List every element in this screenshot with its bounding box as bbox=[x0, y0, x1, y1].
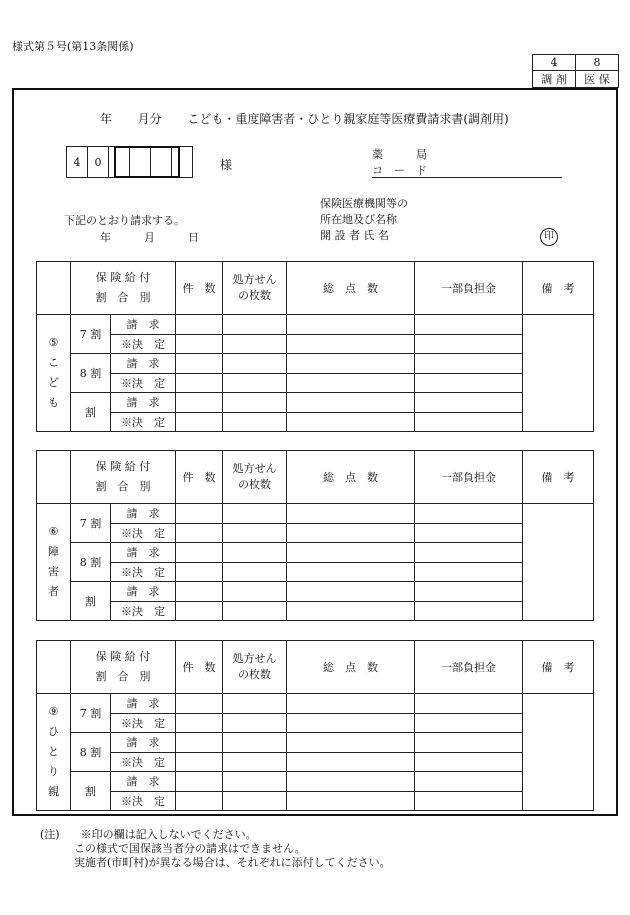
col-remarks-header: 備 考 bbox=[523, 262, 594, 315]
form-label: 様式第５号(第13条関係) bbox=[12, 40, 134, 53]
corner-cell: 医 保 bbox=[576, 71, 619, 88]
row-type-label: 請 求 bbox=[111, 393, 176, 413]
prescription-cell[interactable] bbox=[223, 504, 287, 524]
institution-line: 保険医療機関等の bbox=[320, 197, 408, 210]
row-type-label: 請 求 bbox=[111, 582, 176, 602]
corner-code-table bbox=[532, 54, 619, 88]
request-date bbox=[100, 229, 199, 245]
copay-cell[interactable] bbox=[415, 373, 523, 393]
col-count-header: 件 数 bbox=[176, 451, 223, 504]
notes bbox=[40, 828, 391, 870]
rate-label: 割 bbox=[71, 393, 111, 432]
copay-cell[interactable] bbox=[415, 504, 523, 524]
pharmacy-label: 薬 局 bbox=[372, 148, 427, 161]
col-rate-header: 保 険 給 付 割 合 別 bbox=[71, 451, 176, 504]
section-label: ⑤ こ ど も bbox=[37, 315, 71, 432]
copay-cell[interactable] bbox=[415, 523, 523, 543]
points-cell[interactable] bbox=[287, 791, 415, 811]
copay-cell[interactable] bbox=[415, 713, 523, 733]
col-points-header: 総 点 数 bbox=[287, 262, 415, 315]
row-type-label: ※決 定 bbox=[111, 373, 176, 393]
row-type-label: 請 求 bbox=[111, 504, 176, 524]
count-cell[interactable] bbox=[176, 772, 223, 792]
row-type-label: ※決 定 bbox=[111, 713, 176, 733]
prescription-cell[interactable] bbox=[223, 713, 287, 733]
section-label: ⑥ 障 害 者 bbox=[37, 504, 71, 621]
points-cell[interactable] bbox=[287, 752, 415, 772]
count-cell[interactable] bbox=[176, 354, 223, 374]
remarks-cell[interactable] bbox=[523, 315, 594, 432]
prescription-cell[interactable] bbox=[223, 315, 287, 335]
copay-cell[interactable] bbox=[415, 791, 523, 811]
count-cell[interactable] bbox=[176, 601, 223, 621]
rate-label: 8 割 bbox=[71, 354, 111, 393]
col-copay-header: 一部負担金 bbox=[415, 451, 523, 504]
points-cell[interactable] bbox=[287, 562, 415, 582]
row-type-label: ※決 定 bbox=[111, 791, 176, 811]
row-type-label: ※決 定 bbox=[111, 412, 176, 432]
points-cell[interactable] bbox=[287, 523, 415, 543]
count-cell[interactable] bbox=[176, 504, 223, 524]
copay-cell[interactable] bbox=[415, 772, 523, 792]
prescription-cell[interactable] bbox=[223, 543, 287, 563]
count-cell[interactable] bbox=[176, 412, 223, 432]
row-type-label: 請 求 bbox=[111, 772, 176, 792]
note-line: 実施者(市町村)が異なる場合は、それぞれに添付してください。 bbox=[74, 856, 391, 869]
points-cell[interactable] bbox=[287, 733, 415, 753]
prescription-cell[interactable] bbox=[223, 601, 287, 621]
section-table bbox=[36, 261, 594, 432]
pharmacy-code-label: コ ー ド bbox=[372, 164, 427, 177]
prescription-cell[interactable] bbox=[223, 562, 287, 582]
page-title bbox=[100, 110, 509, 127]
points-cell[interactable] bbox=[287, 694, 415, 714]
title-year: 年 bbox=[100, 112, 113, 126]
copay-cell[interactable] bbox=[415, 412, 523, 432]
row-type-label: ※決 定 bbox=[111, 752, 176, 772]
code-cell[interactable]: 4 bbox=[67, 147, 88, 178]
count-cell[interactable] bbox=[176, 562, 223, 582]
col-remarks-header: 備 考 bbox=[523, 451, 594, 504]
prescription-cell[interactable] bbox=[223, 733, 287, 753]
copay-cell[interactable] bbox=[415, 752, 523, 772]
copay-cell[interactable] bbox=[415, 582, 523, 602]
count-cell[interactable] bbox=[176, 752, 223, 772]
section-table bbox=[36, 450, 594, 621]
copay-cell[interactable] bbox=[415, 315, 523, 335]
copay-cell[interactable] bbox=[415, 562, 523, 582]
blank-header bbox=[37, 262, 71, 315]
section-table bbox=[36, 640, 594, 811]
request-text: 下記のとおり請求する。 bbox=[64, 214, 185, 227]
section-label: ⑨ ひ と り 親 bbox=[37, 694, 71, 811]
date-month: 月 bbox=[144, 231, 155, 244]
institution-line: 開 設 者 氏 名 bbox=[320, 229, 389, 242]
points-cell[interactable] bbox=[287, 543, 415, 563]
row-type-label: 請 求 bbox=[111, 543, 176, 563]
date-day: 日 bbox=[188, 231, 199, 244]
row-type-label: ※決 定 bbox=[111, 523, 176, 543]
points-cell[interactable] bbox=[287, 601, 415, 621]
count-cell[interactable] bbox=[176, 713, 223, 733]
institution-block bbox=[320, 196, 408, 244]
col-remarks-header: 備 考 bbox=[523, 641, 594, 694]
title-main: こども・重度障害者・ひとり親家庭等医療費請求書(調剤用) bbox=[187, 112, 509, 126]
points-cell[interactable] bbox=[287, 315, 415, 335]
rate-label: 7 割 bbox=[71, 694, 111, 733]
prescription-cell[interactable] bbox=[223, 334, 287, 354]
title-month: 月分 bbox=[137, 112, 162, 126]
copay-cell[interactable] bbox=[415, 733, 523, 753]
rate-label: 7 割 bbox=[71, 315, 111, 354]
prescription-cell[interactable] bbox=[223, 752, 287, 772]
row-type-label: ※決 定 bbox=[111, 601, 176, 621]
points-cell[interactable] bbox=[287, 393, 415, 413]
points-cell[interactable] bbox=[287, 334, 415, 354]
count-cell[interactable] bbox=[176, 543, 223, 563]
rate-label: 7 割 bbox=[71, 504, 111, 543]
copay-cell[interactable] bbox=[415, 393, 523, 413]
remarks-cell[interactable] bbox=[523, 694, 594, 811]
col-points-header: 総 点 数 bbox=[287, 641, 415, 694]
copay-cell[interactable] bbox=[415, 601, 523, 621]
col-prescription-header: 処方せん の枚数 bbox=[223, 451, 287, 504]
col-points-header: 総 点 数 bbox=[287, 451, 415, 504]
note-prefix: (注) bbox=[40, 828, 60, 841]
code-highlight-box bbox=[114, 146, 180, 178]
col-count-header: 件 数 bbox=[176, 262, 223, 315]
col-rate-header: 保 険 給 付 割 合 別 bbox=[71, 641, 176, 694]
count-cell[interactable] bbox=[176, 791, 223, 811]
blank-header bbox=[37, 451, 71, 504]
prescription-cell[interactable] bbox=[223, 373, 287, 393]
prescription-cell[interactable] bbox=[223, 791, 287, 811]
copay-cell[interactable] bbox=[415, 543, 523, 563]
remarks-cell[interactable] bbox=[523, 504, 594, 621]
pharmacy-code-field[interactable] bbox=[372, 177, 562, 178]
prescription-cell[interactable] bbox=[223, 582, 287, 602]
code-cell[interactable]: 0 bbox=[88, 147, 109, 178]
prescription-cell[interactable] bbox=[223, 772, 287, 792]
count-cell[interactable] bbox=[176, 315, 223, 335]
count-cell[interactable] bbox=[176, 733, 223, 753]
copay-cell[interactable] bbox=[415, 694, 523, 714]
note-line: この様式で国保該当者分の請求はできません。 bbox=[74, 842, 306, 855]
count-cell[interactable] bbox=[176, 334, 223, 354]
points-cell[interactable] bbox=[287, 772, 415, 792]
rate-label: 8 割 bbox=[71, 543, 111, 582]
rate-label: 割 bbox=[71, 582, 111, 621]
corner-cell: 4 bbox=[533, 55, 576, 71]
copay-cell[interactable] bbox=[415, 334, 523, 354]
count-cell[interactable] bbox=[176, 582, 223, 602]
prescription-cell[interactable] bbox=[223, 354, 287, 374]
corner-cell: 調 剤 bbox=[533, 71, 576, 88]
col-copay-header: 一部負担金 bbox=[415, 262, 523, 315]
prescription-cell[interactable] bbox=[223, 393, 287, 413]
points-cell[interactable] bbox=[287, 713, 415, 733]
sama-label: 様 bbox=[220, 158, 233, 172]
prescription-cell[interactable] bbox=[223, 412, 287, 432]
count-cell[interactable] bbox=[176, 393, 223, 413]
row-type-label: ※決 定 bbox=[111, 334, 176, 354]
count-cell[interactable] bbox=[176, 523, 223, 543]
col-prescription-header: 処方せん の枚数 bbox=[223, 262, 287, 315]
note-line: ※印の欄は記入しないでください。 bbox=[80, 828, 257, 841]
prescription-cell[interactable] bbox=[223, 694, 287, 714]
row-type-label: ※決 定 bbox=[111, 562, 176, 582]
rate-label: 8 割 bbox=[71, 733, 111, 772]
count-cell[interactable] bbox=[176, 373, 223, 393]
prescription-cell[interactable] bbox=[223, 523, 287, 543]
points-cell[interactable] bbox=[287, 412, 415, 432]
points-cell[interactable] bbox=[287, 354, 415, 374]
row-type-label: 請 求 bbox=[111, 733, 176, 753]
row-type-label: 請 求 bbox=[111, 354, 176, 374]
row-type-label: 請 求 bbox=[111, 694, 176, 714]
count-cell[interactable] bbox=[176, 694, 223, 714]
points-cell[interactable] bbox=[287, 504, 415, 524]
blank-header bbox=[37, 641, 71, 694]
points-cell[interactable] bbox=[287, 373, 415, 393]
col-copay-header: 一部負担金 bbox=[415, 641, 523, 694]
rate-label: 割 bbox=[71, 772, 111, 811]
seal-mark: 印 bbox=[540, 228, 558, 246]
copay-cell[interactable] bbox=[415, 354, 523, 374]
col-prescription-header: 処方せん の枚数 bbox=[223, 641, 287, 694]
col-rate-header: 保 険 給 付 割 合 別 bbox=[71, 262, 176, 315]
points-cell[interactable] bbox=[287, 582, 415, 602]
row-type-label: 請 求 bbox=[111, 315, 176, 335]
corner-cell: 8 bbox=[576, 55, 619, 71]
col-count-header: 件 数 bbox=[176, 641, 223, 694]
date-year: 年 bbox=[100, 231, 111, 244]
institution-line: 所在地及び名称 bbox=[320, 213, 397, 226]
